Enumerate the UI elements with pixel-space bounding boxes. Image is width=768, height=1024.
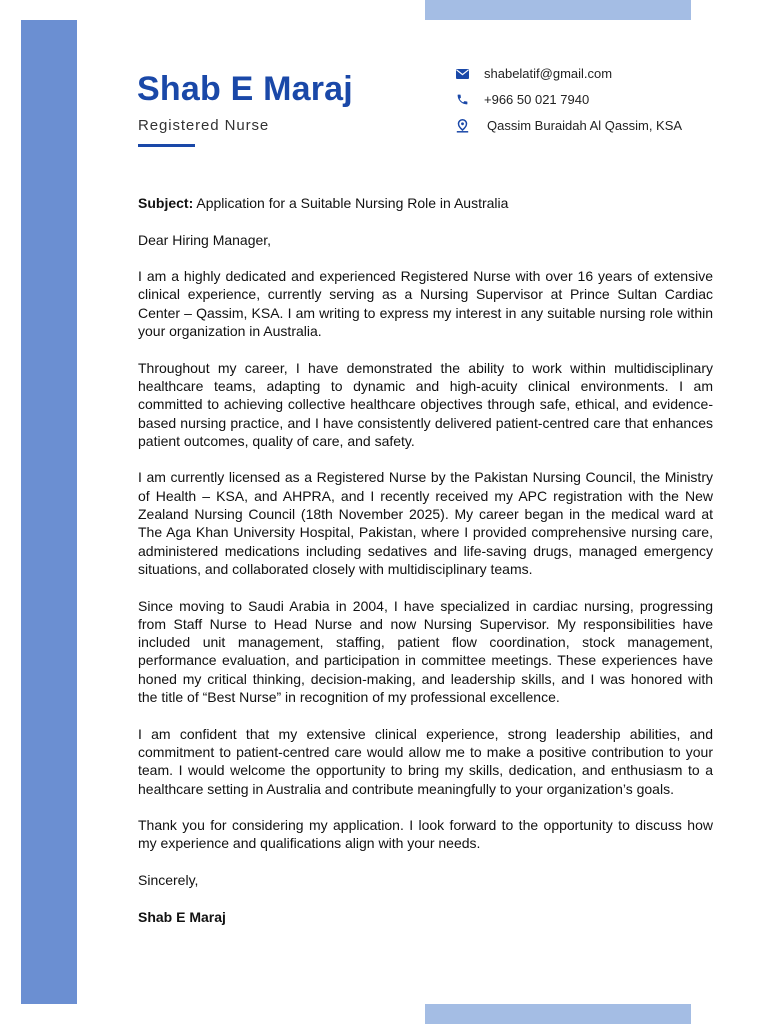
location-pin-icon xyxy=(455,119,469,133)
paragraph-3: I am currently licensed as a Registered Nurse by the Pakistan Nursing Council, the Ministry of Health – KSA, and AHPRA, and I recently received my APC registration with the New Zealand Nursing Council (18th November 2025). My career began in the medical ward at The Aga Khan University Hospital, Pakistan, where I provided comprehensive nursing care, administered medications including sedatives and life-saving drugs, managed emergency situations, and collaborated closely with multidisciplinary teams. xyxy=(138,469,713,577)
bottom-accent-bar xyxy=(425,1004,691,1024)
contact-location xyxy=(455,118,682,133)
paragraph-5: I am confident that my extensive clinical experience, strong leadership abilities, and commitment to patient-centred care would allow me to make a positive contribution to your team. I would welcome the opportunity to bring my skills, dedication, and enthusiasm to a healthcare setting in Australia and contribute meaningfully to your organization’s goals. xyxy=(138,725,713,797)
paragraph-4: Since moving to Saudi Arabia in 2004, I have specialized in cardiac nursing, progressing from Staff Nurse to Head Nurse and now Nursing Supervisor. My responsibilities have included unit management, staffing, patient flow coordination, stock management, performance evaluation, and participation in committee meetings. These experiences have honed my critical thinking, decision-making, and leadership skills, and I was honored with the title of “Best Nurse” in recognition of my professional excellence. xyxy=(138,597,713,706)
envelope-icon xyxy=(455,67,469,81)
subject-label: Subject: xyxy=(138,195,194,211)
letter-body xyxy=(138,194,713,944)
contact-email[interactable] xyxy=(455,66,612,81)
phone-icon xyxy=(455,93,469,107)
subject-line xyxy=(138,194,713,212)
applicant-name: Shab E Maraj xyxy=(137,70,353,108)
subject-text: Application for a Suitable Nursing Role in Australia xyxy=(193,195,509,211)
greeting: Dear Hiring Manager, xyxy=(138,231,272,248)
title-underline xyxy=(138,144,195,147)
closing: Sincerely, xyxy=(138,871,199,888)
email-text: shabelatif@gmail.com xyxy=(484,66,613,81)
location-text: Qassim Buraidah Al Qassim, KSA xyxy=(487,118,683,133)
contact-phone[interactable] xyxy=(455,92,589,107)
phone-text: +966 50 021 7940 xyxy=(484,92,590,107)
job-title: Registered Nurse xyxy=(138,117,270,134)
paragraph-1: I am a highly dedicated and experienced Registered Nurse with over 16 years of extensive clinical experience, currently serving as a Nursing Supervisor at Prince Sultan Cardiac Center – Qassim, KSA. I am writing to express my interest in any suitable nursing role within your organization in Australia. xyxy=(138,268,713,340)
paragraph-2: Throughout my career, I have demonstrated the ability to work within multidisciplinary healthcare teams, adapting to dynamic and high-acuity clinical environments. I am committed to achieving collective healthcare objectives through safe, ethical, and evidence-based nursing practice, and I have consistently delivered patient-centred care that enhances patient outcomes, quality of care, and safety. xyxy=(138,359,713,449)
left-accent-bar xyxy=(21,20,77,1004)
top-accent-bar xyxy=(425,0,691,20)
signature-name: Shab E Maraj xyxy=(138,908,226,925)
paragraph-6: Thank you for considering my application. I look forward to the opportunity to discuss how my experience and qualifications align with your needs. xyxy=(138,817,713,852)
